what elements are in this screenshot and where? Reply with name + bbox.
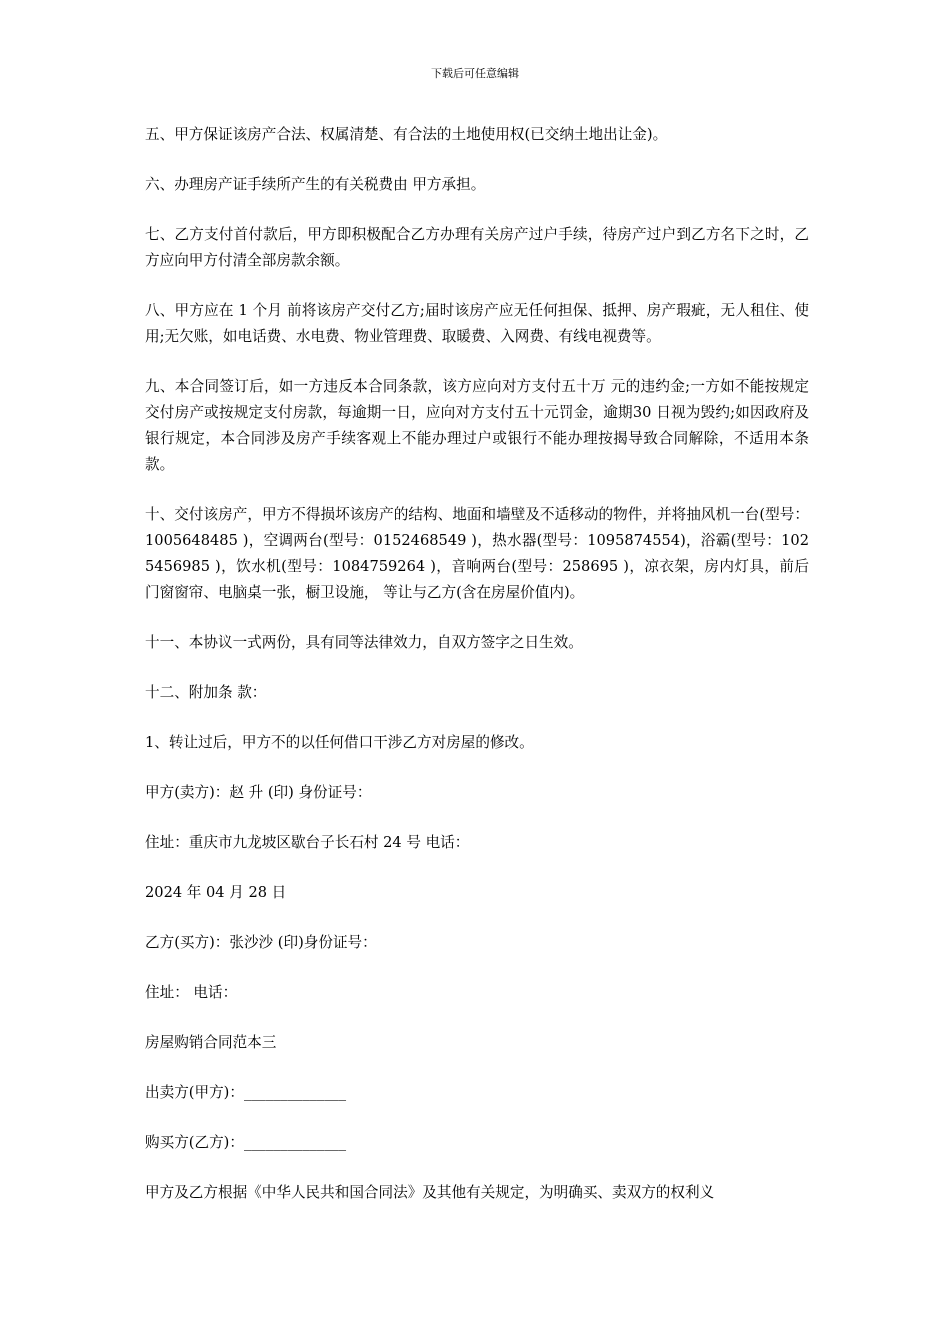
page-header: 下载后可任意编辑: [431, 67, 519, 80]
section-title: 房屋购销合同范本三: [145, 1034, 277, 1051]
clause-12: 十二、附加条 款：: [145, 684, 267, 701]
clause-6: 六、办理房产证手续所产生的有关税费由 甲方承担。: [145, 176, 486, 193]
party-b-signature: 乙方(买方)：张沙沙 (印)身份证号：: [145, 934, 377, 951]
additional-term-1: 1、转让过后，甲方不的以任何借口干涉乙方对房屋的修改。: [145, 734, 534, 751]
clause-10: 十、交付该房产，甲方不得损坏该房产的结构、地面和墙壁及不适移动的物件，并将抽风机一台(型号：1005648485 )，空调两台(型号：0152468549 )，热水器(型号：1095874554)，浴霸(型号：1025456985 )，饮水机(型号：1084759264 )，音响两台(型号：258695 )，凉衣架，房内灯具，前后门窗窗帘、电脑桌一张，橱卫设施， 等让与乙方(含在房屋价值内)。: [145, 506, 809, 601]
clause-11: 十一、本协议一式两份，具有同等法律效力，自双方签字之日生效。: [145, 634, 583, 651]
clause-9: 九、本合同签订后，如一方违反本合同条款，该方应向对方支付五十万 元的违约金;一方如不能按规定交付房产或按规定支付房款，每逾期一日，应向对方支付五十元罚金，逾期30 日视为毁约;如因政府及银行规定，本合同涉及房产手续客观上不能办理过户或银行不能办理按揭导致合同解除，不适用本条款。: [145, 378, 809, 473]
seller-line: 出卖方(甲方)：______________: [145, 1084, 347, 1101]
party-b-address: 住址： 电话：: [145, 984, 238, 1001]
party-a-signature: 甲方(卖方)：赵 升 (印) 身份证号：: [145, 784, 372, 801]
clause-7: 七、乙方支付首付款后，甲方即积极配合乙方办理有关房产过户手续，待房产过户到乙方名下之时，乙方应向甲方付清全部房款余额。: [145, 226, 809, 269]
party-a-address: 住址：重庆市九龙坡区歇台子长石村 24 号 电话：: [145, 834, 470, 851]
clause-5: 五、甲方保证该房产合法、权属清楚、有合法的土地使用权(已交纳土地出让金)。: [145, 126, 668, 143]
signing-date: 2024 年 04 月 28 日: [145, 884, 287, 901]
document-body: [145, 122, 809, 1230]
preamble: 甲方及乙方根据《中华人民共和国合同法》及其他有关规定，为明确买、卖双方的权利义: [145, 1184, 715, 1201]
clause-8: 八、甲方应在 1 个月 前将该房产交付乙方;届时该房产应无任何担保、抵押、房产瑕疵，无人租住、使用;无欠账，如电话费、水电费、物业管理费、取暖费、入网费、有线电视费等。: [145, 302, 809, 345]
buyer-line: 购买方(乙方)：______________: [145, 1134, 347, 1151]
